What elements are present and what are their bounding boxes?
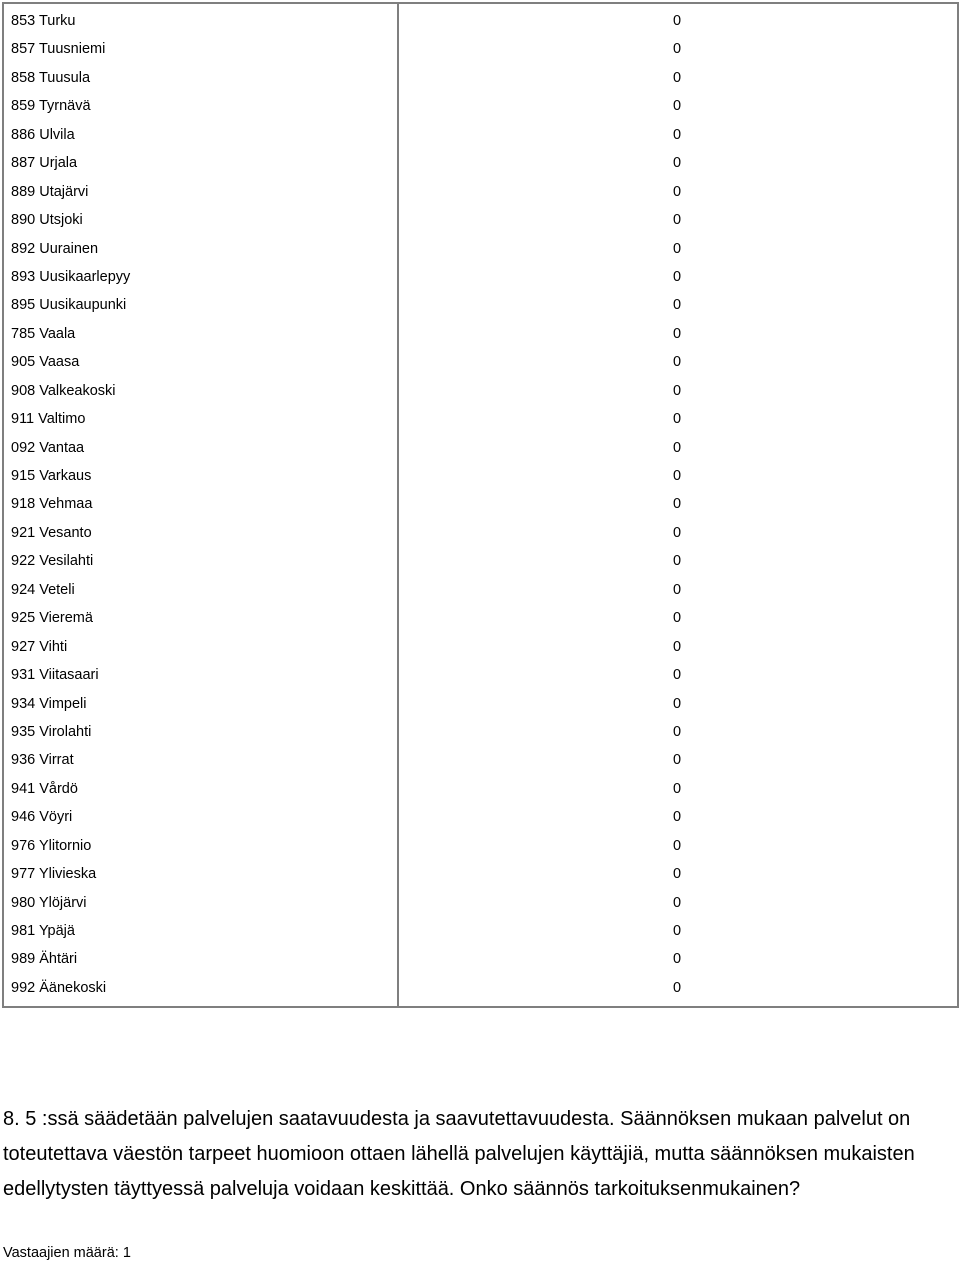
- municipality-count: 0: [673, 212, 682, 229]
- municipality-count: 0: [673, 496, 682, 513]
- count-list: [399, 4, 957, 1006]
- municipality-name: 925 Vieremä: [11, 610, 93, 627]
- municipality-name: 853 Turku: [11, 13, 76, 29]
- municipality-name: 859 Tyrnävä: [11, 98, 91, 115]
- municipality-name: 989 Ähtäri: [11, 951, 78, 968]
- municipality-count: 0: [673, 979, 682, 996]
- municipality-name: 946 Vöyri: [11, 809, 73, 826]
- municipality-count: 0: [673, 268, 682, 285]
- municipality-count: 0: [673, 695, 682, 712]
- municipality-count: 0: [673, 468, 682, 484]
- municipality-name: 931 Viitasaari: [11, 667, 99, 684]
- municipality-count: 0: [673, 581, 682, 598]
- municipality-name: 927 Vihti: [11, 638, 68, 655]
- municipality-count: 0: [673, 41, 682, 58]
- municipality-name: 977 Ylivieska: [11, 866, 97, 883]
- municipality-name: 892 Uurainen: [11, 240, 99, 257]
- municipality-count: 0: [673, 837, 682, 854]
- municipality-count: 0: [673, 610, 682, 627]
- municipality-name: 980 Ylöjärvi: [11, 894, 87, 911]
- municipality-name: 890 Utsjoki: [11, 212, 83, 229]
- municipality-count: 0: [673, 382, 682, 399]
- municipality-name: 941 Vårdö: [11, 780, 78, 797]
- municipality-name: 918 Vehmaa: [11, 496, 93, 513]
- municipality-name: 936 Virrat: [11, 752, 74, 769]
- municipality-count: 0: [673, 667, 682, 684]
- municipality-name: 992 Äänekoski: [11, 979, 107, 996]
- municipality-list: [4, 4, 397, 1006]
- municipality-name: 934 Vimpeli: [11, 695, 87, 712]
- municipality-name: 895 Uusikaupunki: [11, 297, 127, 314]
- municipality-name: 905 Vaasa: [11, 354, 80, 371]
- municipality-count: 0: [673, 780, 682, 797]
- municipality-count: 0: [673, 183, 682, 200]
- municipality-count: 0: [673, 752, 682, 769]
- municipality-name: 893 Uusikaarlepyy: [11, 268, 131, 285]
- municipality-name: 785 Vaala: [11, 325, 76, 342]
- municipality-name: 887 Urjala: [11, 155, 78, 172]
- municipality-count: 0: [673, 126, 682, 143]
- municipality-count: 0: [673, 354, 682, 371]
- question-text: 8. 5 :ssä säädetään palvelujen saatavuudesta ja saavutettavuudesta. Säännöksen mukaan palvelut on toteutettava väestön tarpeet huomioon ottaen lähellä palvelujen käyttäjiä, mutta säännöksen mukaisten edellytysten täyttyessä palveluja voidaan keskittää. Onko säännös tarkoituksenmukainen?: [3, 1108, 915, 1200]
- municipality-name: 908 Valkeakoski: [11, 382, 116, 399]
- municipality-count: 0: [673, 809, 682, 826]
- municipality-count: 0: [673, 524, 682, 541]
- municipality-count: 0: [673, 638, 682, 655]
- municipality-count: 0: [673, 866, 682, 883]
- municipality-name: 915 Varkaus: [11, 468, 92, 484]
- municipality-name: 889 Utajärvi: [11, 183, 89, 200]
- municipality-count: 0: [673, 155, 682, 172]
- municipality-name: 921 Vesanto: [11, 524, 92, 541]
- municipality-name: 981 Ypäjä: [11, 923, 75, 939]
- municipality-name: 857 Tuusniemi: [11, 41, 106, 58]
- municipality-name: 922 Vesilahti: [11, 553, 94, 570]
- municipality-count: 0: [673, 411, 682, 428]
- municipality-count: 0: [673, 723, 682, 740]
- municipality-count: 0: [673, 439, 682, 456]
- municipality-name: 976 Ylitornio: [11, 837, 92, 854]
- table-row: [3, 3, 958, 1007]
- municipality-name: 858 Tuusula: [11, 69, 91, 86]
- municipality-count: 0: [673, 951, 682, 968]
- municipality-name: 911 Valtimo: [11, 411, 86, 428]
- municipality-count: 0: [673, 240, 682, 257]
- results-table: [2, 2, 959, 1008]
- municipality-count: 0: [673, 553, 682, 570]
- municipality-name: 092 Vantaa: [11, 439, 85, 456]
- municipality-count: 0: [673, 923, 682, 939]
- municipality-name: 924 Veteli: [11, 581, 75, 598]
- respondent-count: Vastaajien määrä: 1: [3, 1245, 131, 1261]
- municipality-count: 0: [673, 98, 682, 115]
- municipality-name: 935 Virolahti: [11, 723, 92, 740]
- municipality-name: 886 Ulvila: [11, 126, 75, 143]
- municipality-count: 0: [673, 325, 682, 342]
- municipality-count: 0: [673, 297, 682, 314]
- municipality-count: 0: [673, 69, 682, 86]
- municipality-count: 0: [673, 894, 682, 911]
- municipality-column: [3, 3, 398, 1007]
- municipality-count: 0: [673, 13, 682, 29]
- count-column: [398, 3, 958, 1007]
